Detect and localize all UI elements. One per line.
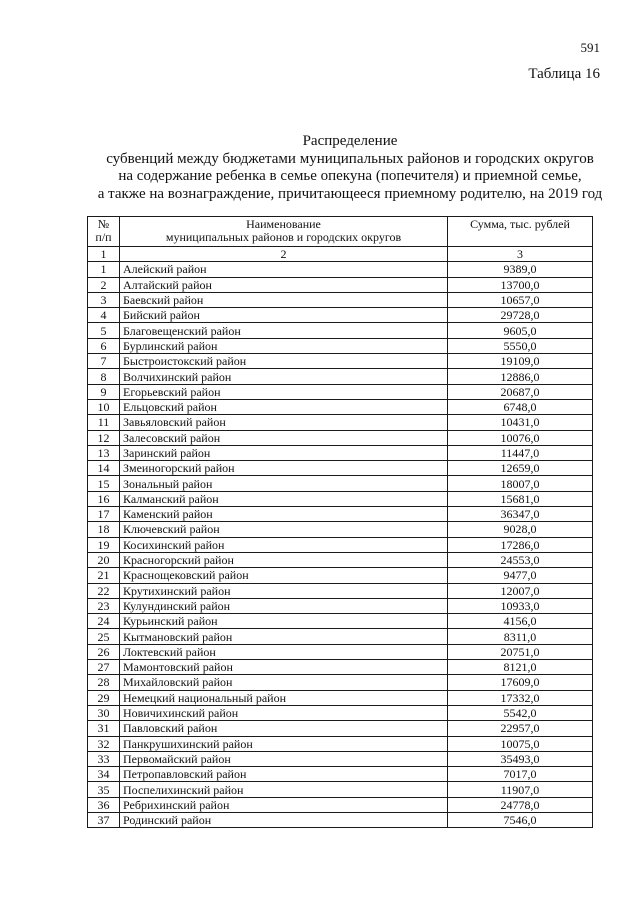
district-name: Благовещенский район [120, 323, 448, 338]
row-number: 19 [88, 537, 120, 552]
row-number: 9 [88, 384, 120, 399]
district-name: Панкрушихинский район [120, 736, 448, 751]
subvention-amount: 9389,0 [448, 262, 593, 277]
column-number-3: 3 [448, 247, 593, 262]
row-number: 2 [88, 277, 120, 292]
subvention-amount: 10431,0 [448, 415, 593, 430]
table-row [88, 354, 593, 369]
row-number: 35 [88, 782, 120, 797]
district-name: Ребрихинский район [120, 797, 448, 812]
subvention-amount: 15681,0 [448, 491, 593, 506]
table-row [88, 629, 593, 644]
row-number: 5 [88, 323, 120, 338]
subvention-amount: 10075,0 [448, 736, 593, 751]
row-number: 32 [88, 736, 120, 751]
district-name: Павловский район [120, 721, 448, 736]
row-number: 33 [88, 751, 120, 766]
header-name [120, 217, 448, 247]
district-name: Красногорский район [120, 552, 448, 567]
heading-line-1: Распределение [302, 133, 398, 149]
subvention-amount: 10076,0 [448, 430, 593, 445]
table-row [88, 568, 593, 583]
row-number: 15 [88, 476, 120, 491]
table-row [88, 445, 593, 460]
heading-line-4: а также на вознаграждение, причитающееся приемному родителю, на 2019 год [97, 185, 603, 202]
header-number [88, 217, 120, 247]
subvention-amount: 17286,0 [448, 537, 593, 552]
table-row [88, 583, 593, 598]
subvention-amount: 36347,0 [448, 507, 593, 522]
district-name: Заринский район [120, 445, 448, 460]
subvention-amount: 8121,0 [448, 660, 593, 675]
table-row [88, 430, 593, 445]
district-name: Кулундинский район [120, 598, 448, 613]
subvention-amount: 13700,0 [448, 277, 593, 292]
table-body [88, 262, 593, 828]
table-row [88, 369, 593, 384]
row-number: 31 [88, 721, 120, 736]
table-row [88, 736, 593, 751]
table-row [88, 384, 593, 399]
table-row [88, 323, 593, 338]
district-name: Кытмановский район [120, 629, 448, 644]
table-row [88, 461, 593, 476]
subvention-amount: 9605,0 [448, 323, 593, 338]
table-row [88, 782, 593, 797]
row-number: 23 [88, 598, 120, 613]
header-number-line-1: № [97, 217, 110, 231]
row-number: 17 [88, 507, 120, 522]
row-number: 8 [88, 369, 120, 384]
district-name: Бурлинский район [120, 338, 448, 353]
subvention-amount: 8311,0 [448, 629, 593, 644]
district-name: Петропавловский район [120, 767, 448, 782]
district-name: Первомайский район [120, 751, 448, 766]
document-heading [60, 133, 640, 203]
row-number: 14 [88, 461, 120, 476]
table-row [88, 767, 593, 782]
table-label: Таблица 16 [528, 66, 600, 82]
row-number: 28 [88, 675, 120, 690]
row-number: 16 [88, 491, 120, 506]
row-number: 6 [88, 338, 120, 353]
row-number: 24 [88, 614, 120, 629]
row-number: 22 [88, 583, 120, 598]
row-number: 36 [88, 797, 120, 812]
subvention-amount: 22957,0 [448, 721, 593, 736]
subvention-amount: 5542,0 [448, 705, 593, 720]
table-row [88, 797, 593, 812]
district-name: Новичихинский район [120, 705, 448, 720]
table-row [88, 751, 593, 766]
district-name: Родинский район [120, 812, 448, 827]
district-name: Мамонтовский район [120, 660, 448, 675]
row-number: 18 [88, 522, 120, 537]
row-number: 7 [88, 354, 120, 369]
subvention-amount: 29728,0 [448, 308, 593, 323]
subvention-amount: 6748,0 [448, 399, 593, 414]
table-row [88, 721, 593, 736]
row-number: 1 [88, 262, 120, 277]
table-row [88, 812, 593, 827]
district-name: Завьяловский район [120, 415, 448, 430]
row-number: 4 [88, 308, 120, 323]
district-name: Локтевский район [120, 644, 448, 659]
district-name: Егорьевский район [120, 384, 448, 399]
header-name-line-2: муниципальных районов и городских округов [165, 230, 402, 244]
subvention-amount: 10657,0 [448, 292, 593, 307]
table-row [88, 675, 593, 690]
subvention-amount: 11907,0 [448, 782, 593, 797]
district-name: Крутихинский район [120, 583, 448, 598]
table-row [88, 308, 593, 323]
district-name: Быстроистокский район [120, 354, 448, 369]
subvention-amount: 17332,0 [448, 690, 593, 705]
table-row [88, 491, 593, 506]
table-row [88, 338, 593, 353]
district-name: Поспелихинский район [120, 782, 448, 797]
district-name: Ключевский район [120, 522, 448, 537]
district-name: Змеиногорский район [120, 461, 448, 476]
table-row [88, 644, 593, 659]
district-name: Курьинский район [120, 614, 448, 629]
table-row [88, 614, 593, 629]
subvention-amount: 11447,0 [448, 445, 593, 460]
table-row [88, 262, 593, 277]
district-name: Ельцовский район [120, 399, 448, 414]
header-number-line-2: п/п [95, 230, 112, 244]
subvention-amount: 4156,0 [448, 614, 593, 629]
subvention-amount: 7546,0 [448, 812, 593, 827]
district-name: Косихинский район [120, 537, 448, 552]
subvention-amount: 9028,0 [448, 522, 593, 537]
row-number: 25 [88, 629, 120, 644]
heading-line-3: на содержание ребенка в семье опекуна (попечителя) и приемной семье, [118, 168, 582, 184]
table-row [88, 705, 593, 720]
subvention-amount: 12659,0 [448, 461, 593, 476]
table-row [88, 552, 593, 567]
table-row [88, 277, 593, 292]
table-row [88, 415, 593, 430]
header-name-line-1: Наименование [246, 217, 321, 231]
district-name: Волчихинский район [120, 369, 448, 384]
table-row [88, 507, 593, 522]
subvention-amount: 9477,0 [448, 568, 593, 583]
subvention-amount: 17609,0 [448, 675, 593, 690]
table-row [88, 522, 593, 537]
column-number-1: 1 [88, 247, 120, 262]
district-name: Алейский район [120, 262, 448, 277]
column-number-2: 2 [120, 247, 448, 262]
row-number: 37 [88, 812, 120, 827]
district-name: Каменский район [120, 507, 448, 522]
row-number: 11 [88, 415, 120, 430]
district-name: Михайловский район [120, 675, 448, 690]
table-row [88, 399, 593, 414]
subvention-amount: 20687,0 [448, 384, 593, 399]
table-row [88, 598, 593, 613]
distribution-table [87, 216, 593, 828]
row-number: 21 [88, 568, 120, 583]
header-sum [448, 217, 593, 247]
district-name: Калманский район [120, 491, 448, 506]
subvention-amount: 20751,0 [448, 644, 593, 659]
row-number: 29 [88, 690, 120, 705]
row-number: 20 [88, 552, 120, 567]
table-row [88, 660, 593, 675]
table-header-row [88, 217, 593, 247]
page-number: 591 [580, 40, 600, 55]
row-number: 13 [88, 445, 120, 460]
subvention-amount: 12007,0 [448, 583, 593, 598]
row-number: 3 [88, 292, 120, 307]
subvention-amount: 18007,0 [448, 476, 593, 491]
subvention-amount: 7017,0 [448, 767, 593, 782]
row-number: 34 [88, 767, 120, 782]
row-number: 10 [88, 399, 120, 414]
district-name: Немецкий национальный район [120, 690, 448, 705]
table-row [88, 690, 593, 705]
district-name: Баевский район [120, 292, 448, 307]
row-number: 26 [88, 644, 120, 659]
subvention-amount: 19109,0 [448, 354, 593, 369]
district-name: Алтайский район [120, 277, 448, 292]
subvention-amount: 12886,0 [448, 369, 593, 384]
district-name: Краснощековский район [120, 568, 448, 583]
subvention-amount: 10933,0 [448, 598, 593, 613]
subvention-amount: 5550,0 [448, 338, 593, 353]
heading-line-2: субвенций между бюджетами муниципальных районов и городских округов [106, 150, 594, 167]
subvention-amount: 24778,0 [448, 797, 593, 812]
row-number: 12 [88, 430, 120, 445]
subvention-amount: 35493,0 [448, 751, 593, 766]
district-name: Бийский район [120, 308, 448, 323]
table-row [88, 537, 593, 552]
table-row [88, 292, 593, 307]
column-number-row [88, 247, 593, 262]
header-sum-text: Сумма, тыс. рублей [470, 217, 570, 231]
subvention-amount: 24553,0 [448, 552, 593, 567]
row-number: 30 [88, 705, 120, 720]
row-number: 27 [88, 660, 120, 675]
district-name: Зональный район [120, 476, 448, 491]
table-row [88, 476, 593, 491]
district-name: Залесовский район [120, 430, 448, 445]
